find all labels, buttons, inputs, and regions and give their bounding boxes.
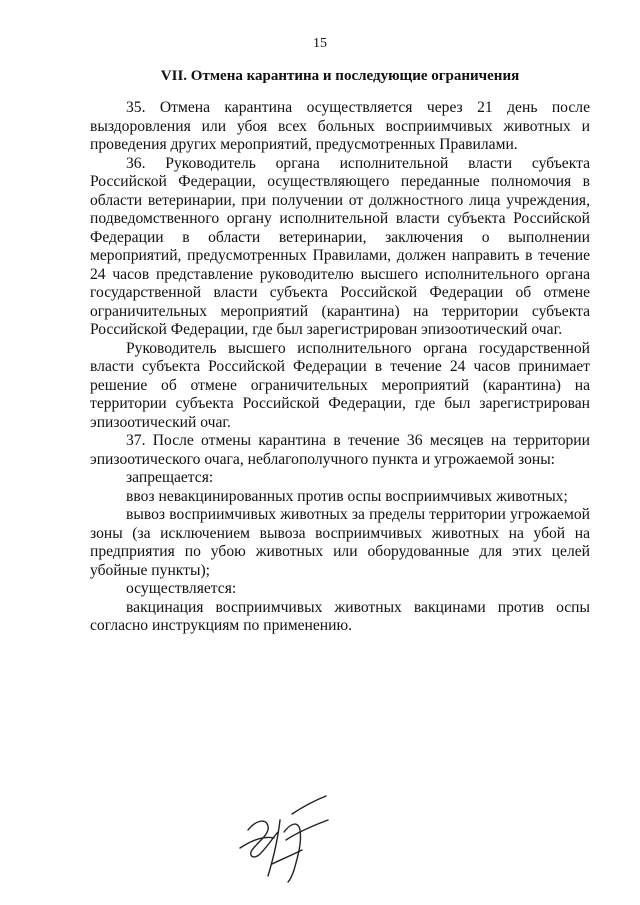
list-heading-prohibited: запрещается: [126, 469, 214, 486]
list-item-import-ban: ввоз невакцинированных против оспы восприимчивых животных; [126, 487, 568, 505]
page-number: 15 [313, 36, 327, 51]
section-title: VII. Отмена карантина и последующие ограничения [160, 68, 520, 84]
signature-icon [228, 790, 338, 885]
document-body [90, 99, 590, 636]
paragraph-36: 36. Руководитель органа исполнительной власти субъекта Российской Федерации, осуществляющего переданные полномочия в области ветеринарии, при получении от должностного лица учреждения, подведомственного органу исполнительной власти субъекта Российской Федерации в области ветеринарии, заключения о выполнении мероприятий, предусмотренных Правилами, должен направить в течение 24 часов представление руководителю высшего исполнительного органа государственной власти субъекта Российской Федерации об отмене ограничительных мероприятий (карантина) на территории субъекта Российской Федерации, где был зарегистрирован эпизоотический очаг. [90, 154, 590, 338]
list-item-vaccination: вакцинация восприимчивых животных вакцинами против оспы согласно инструкциям по применению. [90, 598, 590, 634]
paragraph-36-continued: Руководитель высшего исполнительного органа государственной власти субъекта Российской Федерации в течение 24 часов принимает решение об отмене ограничительных мероприятий (карантина) на территории субъекта Российской Федерации, где был зарегистрирован эпизоотический очаг. [90, 339, 590, 431]
paragraph-37: 37. После отмены карантина в течение 36 месяцев на территории эпизоотического очага, неблагополучного пункта и угрожаемой зоны: [90, 432, 590, 468]
list-heading-performed: осуществляется: [126, 580, 237, 597]
paragraph-35: 35. Отмена карантина осуществляется через 21 день после выздоровления или убоя всех больных восприимчивых животных и проведения других мероприятий, предусмотренных Правилами. [90, 99, 590, 153]
list-item-export-ban: вывоз восприимчивых животных за пределы территории угрожаемой зоны (за исключением вывоза восприимчивых животных на убой на предприятия по убою животных или оборудованные для этих целей убойные пункты); [90, 506, 590, 579]
